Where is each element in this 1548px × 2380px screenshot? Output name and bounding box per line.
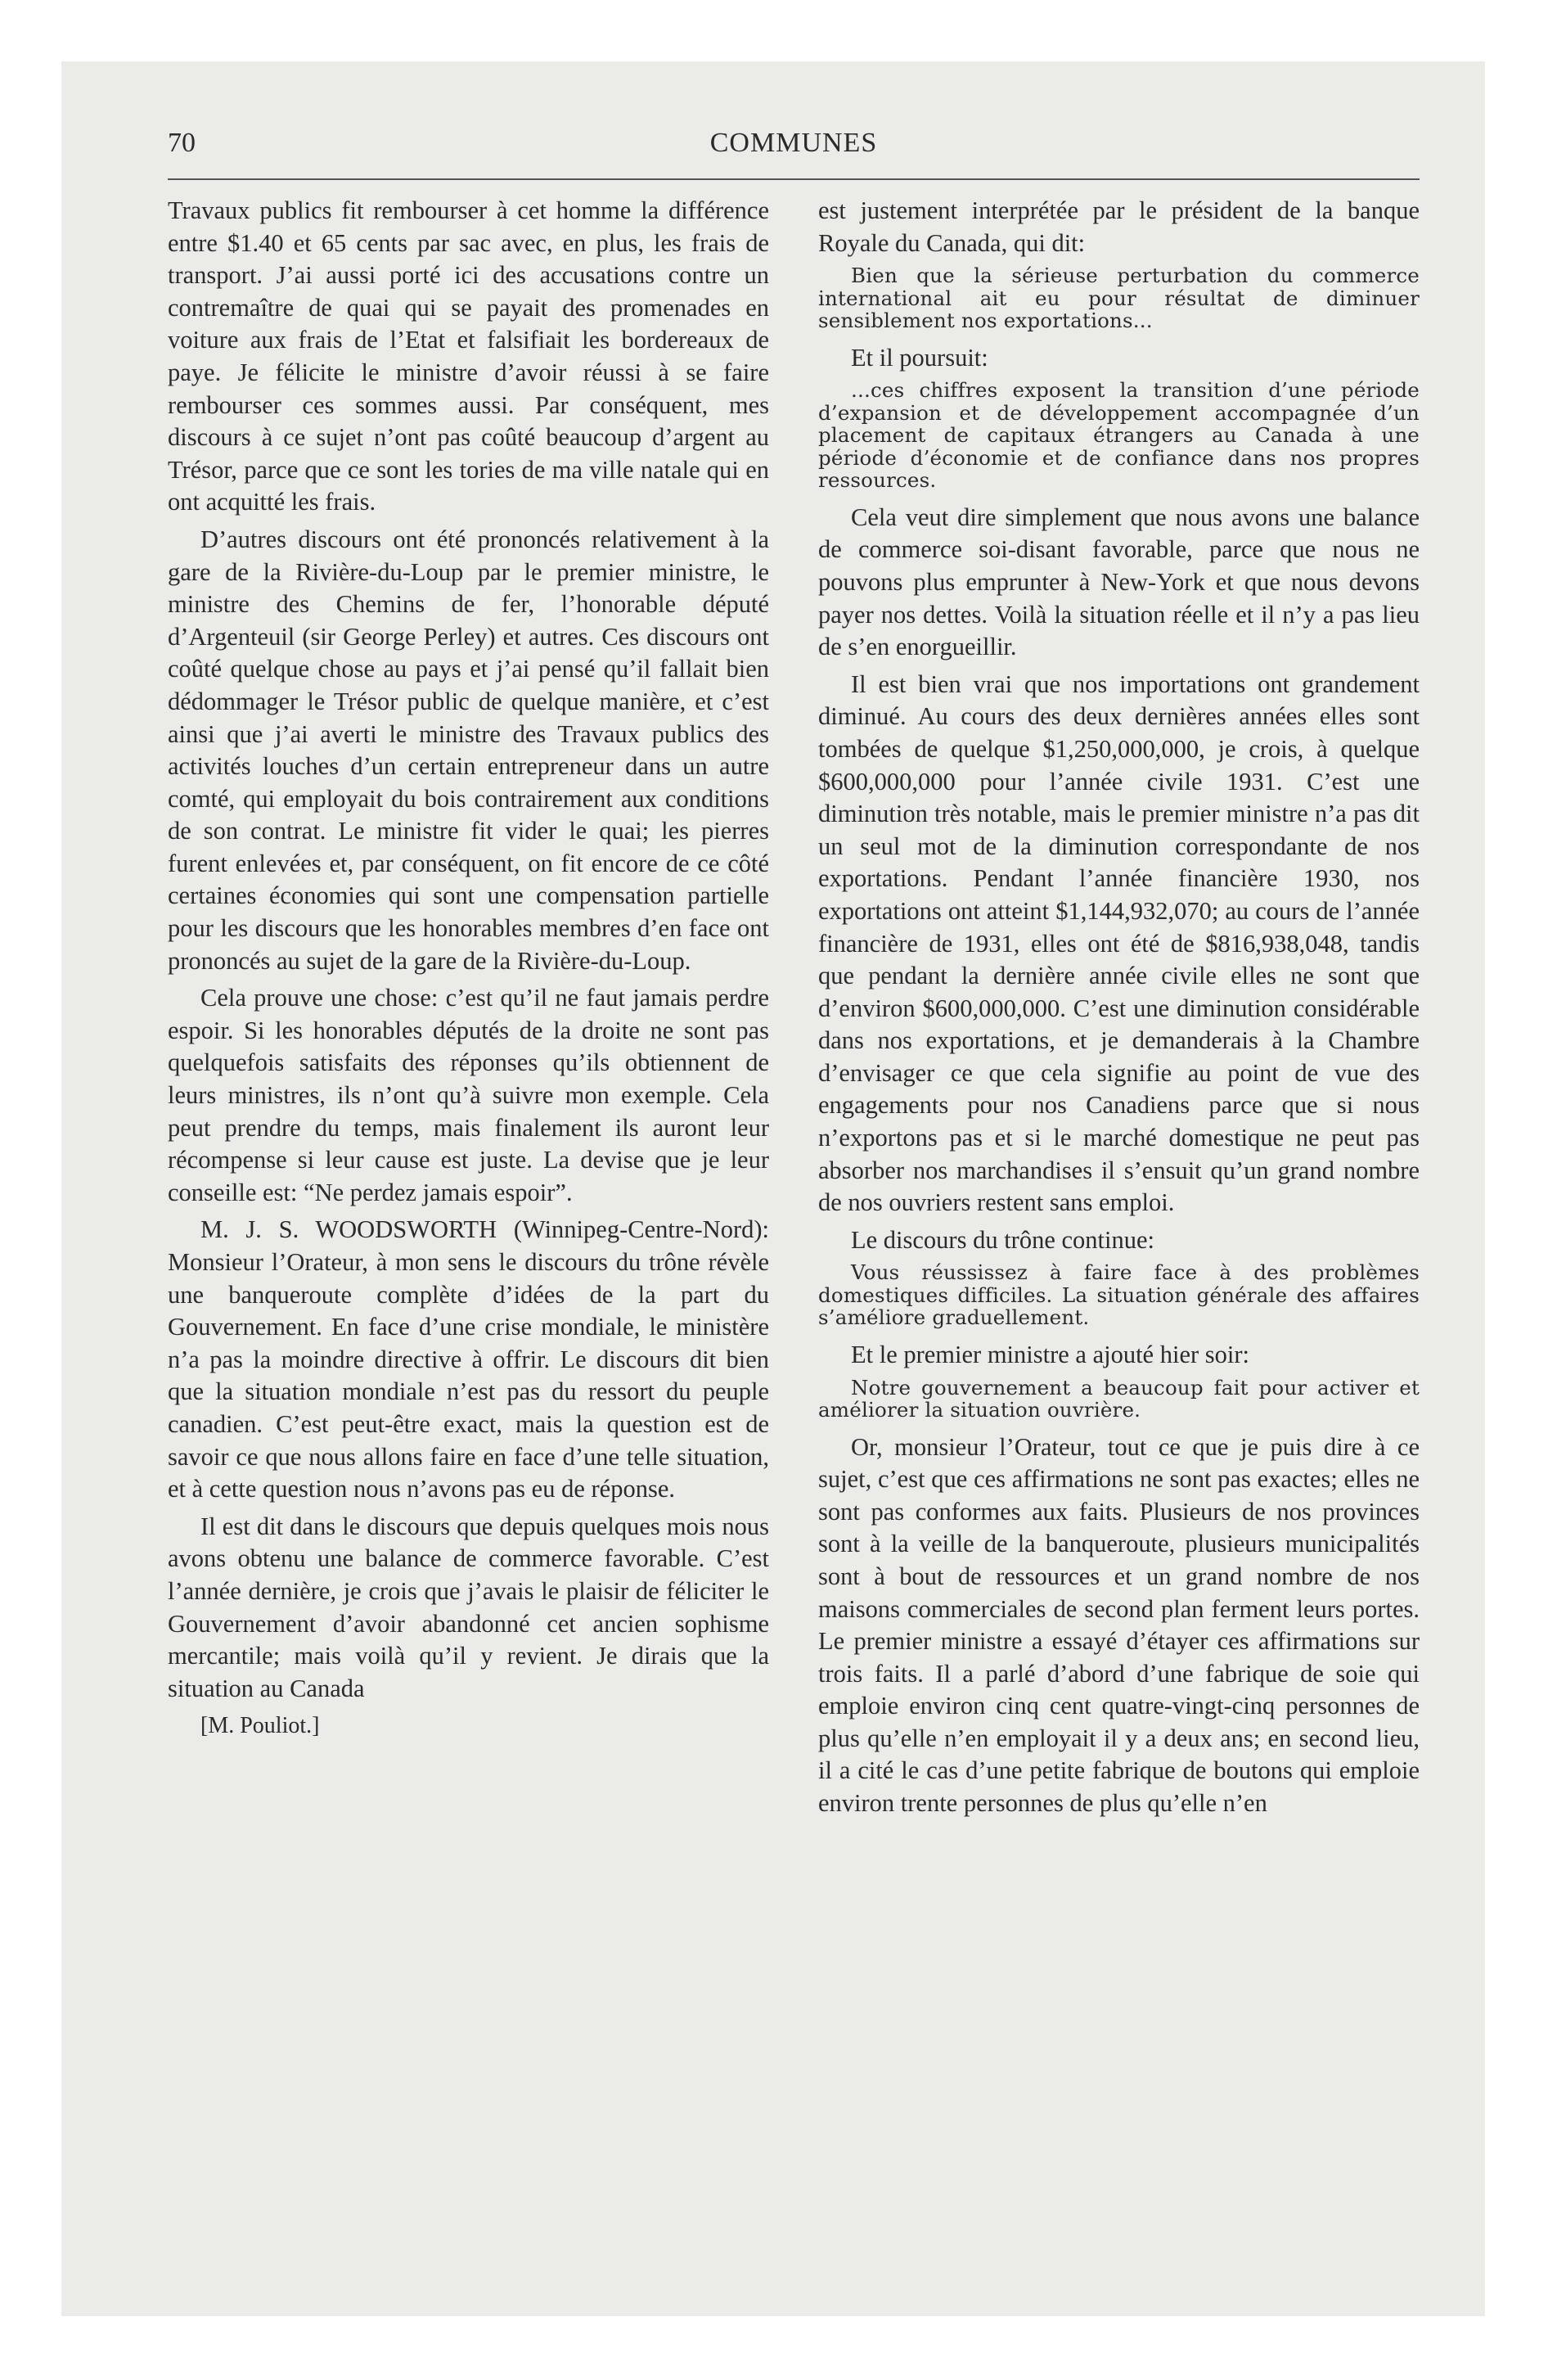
paragraph: Cela veut dire simplement que nous avons une balance de commerce soi-disant favorable, parce que nous ne pouvons plus emprunter à New-York et que nous devons payer nos dettes. Voilà la situation réelle et il n’y a pas lieu de s’en enorgueillir.	[818, 503, 1420, 661]
speech-text: (Winnipeg-Centre-Nord): Monsieur l’Orateur, à mon sens le discours du trône révèle une banqueroute complète d’idées de la part du Gouvernement. En face d’une crise mondiale, le ministère n’a pas la moindre directive à offrir. Le discours dit bien que la situation mondiale n’est pas du ressort du peuple canadien. C’est peut-être exact, mais la question est de savoir ce que nous allons faire en face d’une telle situation, et à cette question nous n’avons pas eu de réponse.	[168, 1215, 769, 1503]
speaker-signature: [M. Pouliot.]	[200, 1713, 320, 1739]
paragraph: Il est bien vrai que nos importations ont grandement diminué. Au cours des deux dernières années elles sont tombées de quelque $1,250,000,000, je crois, à quelque $600,000,000 pour l’année civile 1931. C’est une diminution très notable, mais le premier ministre n’a pas dit un seul mot de la diminution correspondante de nos exportations. Pendant l’année financière 1930, nos exportations ont atteint $1,144,932,070; au cours de l’année financière de 1931, elles ont été de $816,938,048, tandis que pendant la dernière année civile elles ne sont que d’environ $600,000,000. C’est une diminution considérable dans nos exportations, et je demanderais à la Chambre d’envisager ce que cela signifie au point de vue des engagements pour nos Canadiens parce que si nous n’exportons pas et si le marché domestique ne peut pas absorber nos marchandises il s’ensuit qu’un grand nombre de nos ouvriers restent sans emploi.	[818, 669, 1420, 1217]
block-quote: Notre gouvernement a beaucoup fait pour activer et améliorer la situation ouvrière.	[818, 1375, 1420, 1422]
running-title: COMMUNES	[709, 128, 878, 158]
paragraph: est justement interprétée par le président de la banque Royale du Canada, qui dit:	[818, 196, 1420, 257]
page-header	[168, 127, 1420, 168]
paragraph: Cela prouve une chose: c’est qu’il ne faut jamais perdre espoir. Si les honorables députés de la droite ne sont pas quelquefois satisfaits des réponses qu’ils obtiennent de leurs ministres, ils n’ont qu’à suivre mon exemple. Cela peut prendre du temps, mais finalement ils auront leur récompense si leur cause est juste. La devise que je leur conseille est: “Ne perdez jamais espoir”.	[168, 984, 769, 1206]
block-quote: ...ces chiffres exposent la transition d’une période d’expansion et de développement accompagnée d’un placement de capitaux étrangers au Canada à une période d’économie et de confiance dans nos propres ressources.	[818, 378, 1420, 493]
paragraph: Or, monsieur l’Orateur, tout ce que je puis dire à ce sujet, c’est que ces affirmations ne sont pas exactes; elles ne sont pas conformes aux faits. Plusieurs de nos provinces sont à la veille de la banqueroute, plusieurs municipalités sont à bout de ressources et un grand nombre de nos maisons commerciales de second plan ferment leurs portes. Le premier ministre a essayé d’étayer ces affirmations sur trois faits. Il a parlé d’abord d’une fabrique de soie qui emploie environ cinq cent quatre-vingt-cinq personnes de plus qu’elle n’en employait il y a deux ans; en second lieu, il a cité le cas d’une petite fabrique de boutons qui emploie environ trente personnes de plus qu’elle n’en	[818, 1432, 1420, 1818]
left-column	[168, 195, 769, 1742]
paragraph: Et il poursuit:	[851, 343, 988, 372]
right-column	[818, 195, 1420, 1825]
block-quote: Vous réussissez à faire face à des problèmes domestiques difficiles. La situation générale des affaires s’améliore graduellement.	[818, 1260, 1420, 1330]
speaker-name: M. J. S. WOODSWORTH	[200, 1215, 497, 1244]
paragraph: Le discours du trône continue:	[851, 1225, 1154, 1254]
paragraph: Et le premier ministre a ajouté hier soir:	[851, 1340, 1249, 1368]
paragraph: Travaux publics fit rembourser à cet homme la différence entre $1.40 et 65 cents par sac avec, en plus, les frais de transport. J’ai aussi porté ici des accusations contre un contremaître de quai qui se payait des promenades en voiture aux frais de l’Etat et falsifiait les bordereaux de paye. Je félicite le ministre d’avoir réussi à se faire rembourser ces sommes aussi. Par conséquent, mes discours à ce sujet n’ont pas coûté beaucoup d’argent au Trésor, parce que ce sont les tories de ma ville natale qui en ont acquitté les frais.	[168, 196, 769, 516]
header-rule	[168, 178, 1420, 180]
block-quote: Bien que la sérieuse perturbation du commerce international ait eu pour résultat de diminuer sensiblement nos exportations...	[818, 264, 1420, 333]
paragraph: D’autres discours ont été prononcés relativement à la gare de la Rivière-du-Loup par le premier ministre, le ministre des Chemins de fer, l’honorable député d’Argenteuil (sir George Perley) et autres. Ces discours ont coûté quelque chose au pays et j’ai pensé qu’il fallait bien dédommager le Trésor public de quelque manière, et c’est ainsi que j’ai averti le ministre des Travaux publics des activités louches d’un certain entrepreneur dans un autre comté, qui employait du bois contrairement aux conditions de son contrat. Le ministre fit vider le quai; les pierres furent enlevées et, par conséquent, on fit encore de ce côté certaines économies qui sont une compensation partielle pour les discours que les honorables membres d’en face ont prononcés au sujet de la gare de la Rivière-du-Loup.	[168, 525, 769, 975]
paragraph-woodsworth	[168, 1214, 769, 1505]
page-number: 70	[168, 128, 196, 158]
paragraph: Il est dit dans le discours que depuis quelques mois nous avons obtenu une balance de commerce favorable. C’est l’année dernière, je crois que j’avais le plaisir de féliciter le Gouvernement d’avoir abandonné cet ancien sophisme mercantile; mais voilà qu’il y revient. Je dirais que la situation au Canada	[168, 1512, 769, 1702]
